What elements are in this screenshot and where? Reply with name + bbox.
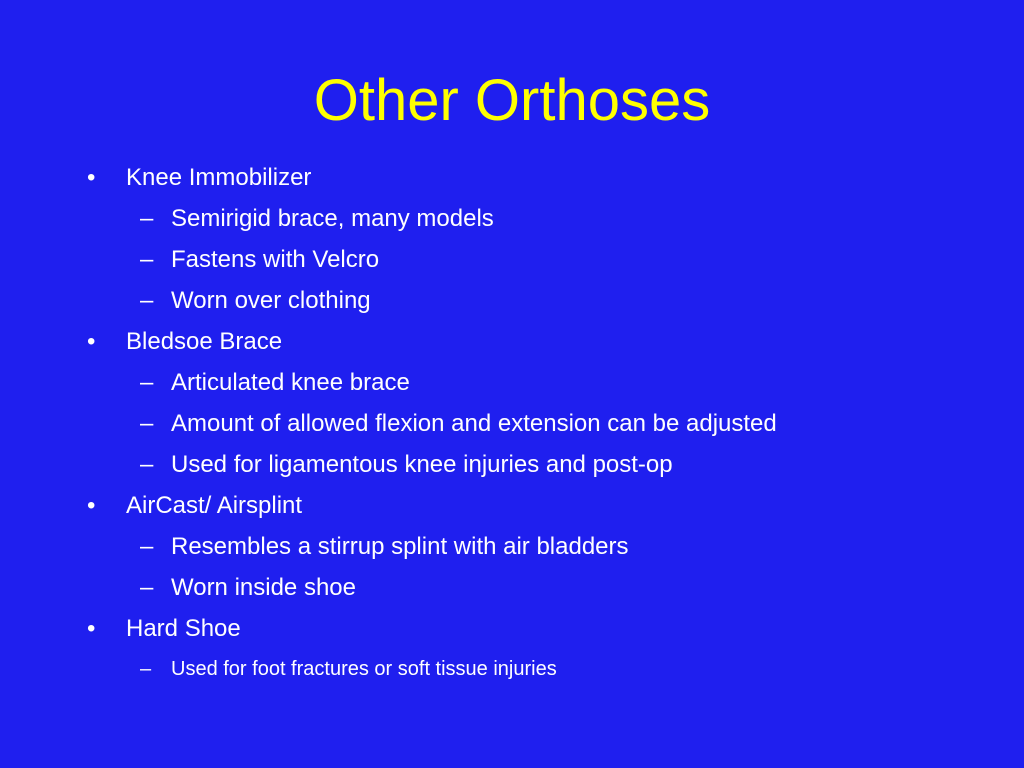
sub-bullet-ligamentous	[0, 444, 1024, 485]
slide-title: Other Orthoses	[313, 68, 711, 133]
sub-bullet-stirrup	[0, 526, 1024, 567]
bullet-bledsoe-brace	[0, 321, 1024, 362]
sub-bullet-text: Amount of allowed flexion and extension can be adjusted	[171, 410, 777, 437]
bullet-aircast	[0, 485, 1024, 526]
sub-bullet-over-clothing	[0, 280, 1024, 321]
sub-bullet-marker: –	[140, 533, 154, 560]
sub-bullet-text: Used for foot fractures or soft tissue injuries	[171, 658, 557, 680]
sub-bullet-text: Worn over clothing	[171, 287, 371, 314]
bullet-text: Hard Shoe	[126, 615, 241, 642]
bullet-text: AirCast/ Airsplint	[126, 492, 303, 519]
sub-bullet-text: Resembles a stirrup splint with air bladders	[171, 533, 629, 560]
sub-bullet-semirigid	[0, 198, 1024, 239]
bullet-text: Bledsoe Brace	[126, 328, 283, 355]
sub-bullet-marker: –	[140, 410, 154, 437]
sub-bullet-text: Worn inside shoe	[171, 574, 356, 601]
bullet-knee-immobilizer	[0, 157, 1024, 198]
sub-bullet-text: Semirigid brace, many models	[171, 205, 494, 232]
sub-bullet-marker: –	[140, 369, 154, 396]
sub-bullet-text: Articulated knee brace	[171, 369, 410, 396]
sub-bullet-marker: –	[140, 246, 154, 273]
sub-bullet-flexion	[0, 403, 1024, 444]
sub-bullet-articulated	[0, 362, 1024, 403]
sub-bullet-marker: –	[140, 205, 154, 232]
sub-bullet-text: Fastens with Velcro	[171, 246, 380, 273]
bullet-text: Knee Immobilizer	[126, 164, 312, 191]
sub-bullet-text: Used for ligamentous knee injuries and post-op	[171, 451, 673, 478]
bullet-hard-shoe	[0, 608, 1024, 649]
bullet-marker: •	[87, 492, 96, 519]
bullet-marker: •	[87, 615, 96, 642]
sub-bullet-marker: –	[140, 574, 154, 601]
bullet-marker: •	[87, 164, 96, 191]
bullet-marker: •	[87, 328, 96, 355]
sub-bullet-marker: –	[140, 451, 154, 478]
sub-bullet-inside-shoe	[0, 567, 1024, 608]
slide-body	[0, 157, 1024, 690]
sub-bullet-velcro	[0, 239, 1024, 280]
sub-bullet-marker: –	[140, 287, 154, 314]
sub-bullet-marker: –	[140, 658, 152, 680]
sub-bullet-foot-fractures	[0, 649, 1024, 690]
